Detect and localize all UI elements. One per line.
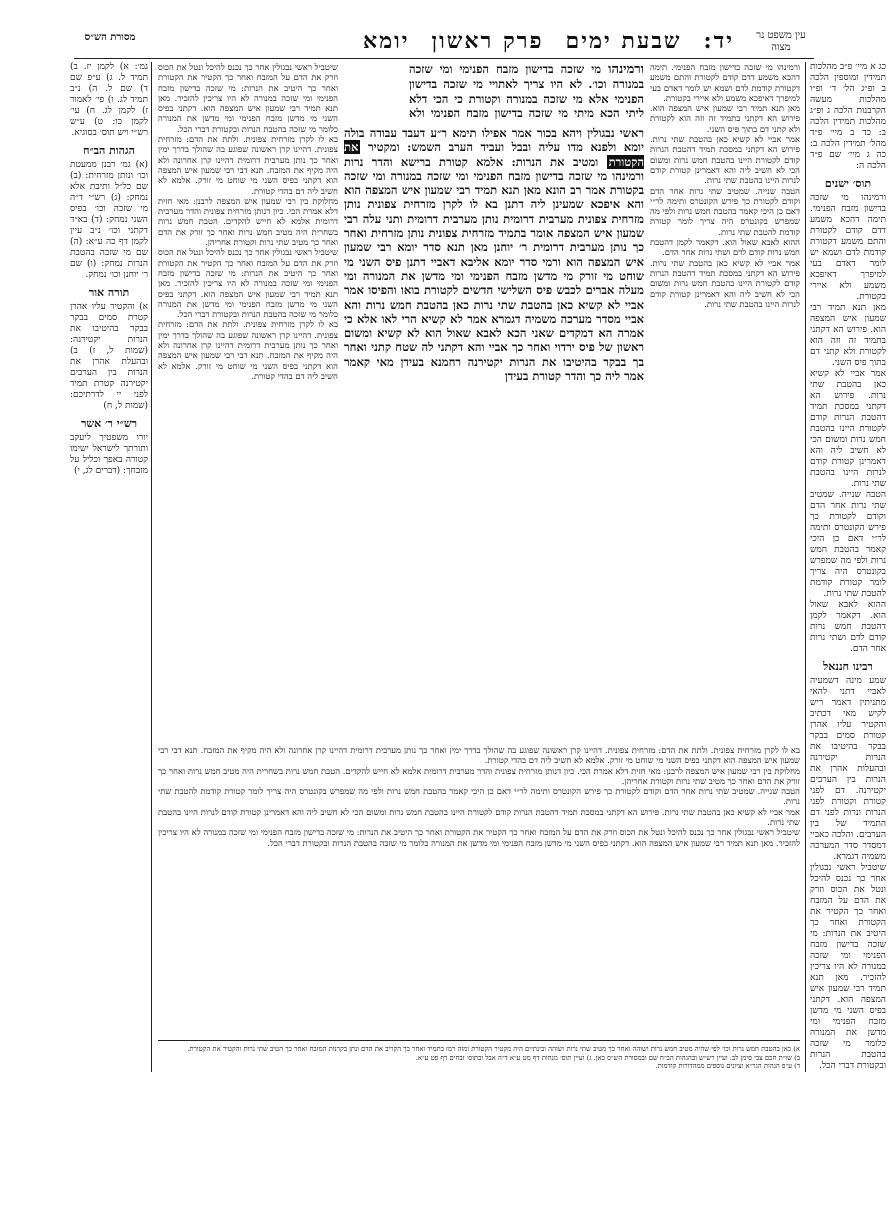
running-title bbox=[341, 28, 734, 54]
gemara-main bbox=[344, 126, 644, 641]
torah-or-text: א) והקטיר עליו אהרן קטרת סמים בבקר בבקר בהיטיבו את הנרות יקטירנה: (שמות ל, ז) ב) ובהעלת אהרן את הנרות בין הערבים יקטירנה קטרת תמיד לפני יי לדרתיכם: (שמות ל, ח) bbox=[70, 302, 148, 411]
header-rule bbox=[74, 58, 814, 59]
right-margin-divider bbox=[805, 62, 806, 1072]
bottom-paragraph-2: מחלוקת בין רבי שמעון איש המצפה לרבנן: מאי חזית דלא אמרת הכי. כיון דנותן מזרחית צפונית והדר מערבית דרומית אלמא לא חייש להקדים. הטבת חמש נרות בשחרית היה מטיב חמש נרות ואחר כך זורק את הדם ואחר כך מטיב שתי נרות וקטורת אחריהן. bbox=[158, 765, 800, 786]
bottom-paragraph-1: בא לו לקרן מזרחית צפונית. ולתת את הדם: מזרחית צפונית. דהיינו קרן ראשונה שפוגע בה שהולך בדרך ימין ואחר כך נותן מערבית דרומית דהיינו קרן אחרונה ולא היה מקיף את המזבח. תנא דבי רבי שמעון איש המצפה הוא דקתני בפיס השני מי שוחט מי זורק. אלמא לא חשיב ליה דם בהדי קטורת. bbox=[158, 745, 800, 766]
right-margin-column bbox=[810, 62, 886, 1072]
gemara-text-2: ראשי נבגולין ויהא בכור אמר אפילו תימא ר״ע דעבד עבודה בולה יומא ולפנא מדו עליה ובבל ועביד הערב השמש: ומקטיר bbox=[344, 126, 644, 155]
gemara-text-3: ומטיב את הנרות: אלמא קטורת ברישא והדר נרות ורמינהו מי שזכה בדישון מזבח הפנימי ומי שזכה במנורה ומי שזכה בקטורת אמר רב הונא מאן תנא תמיד רבי שמעון איש המצפה הוא והא איפכא שמעינן ליה דתנן בא לו לקרן מזרחית צפונית נותן מזרחית צפונית מערבית דרומית נותן מערבית דרומית ותני עלה רבי שמעון איש המצפה אומר בתמיד מזרחית צפונית נותן מזרחית ואחר כך נותן מערבית דרומית ר׳ יוחנן מאן תנא סדר יומא רבי שמעון איש המצפה הוא ורמי סדר יומא אליבא דאביי bbox=[344, 154, 644, 269]
gemara-highlight: את הקטורת bbox=[344, 140, 644, 169]
tosafot-paragraph-5: ההוא לאבא שאול הוא. דקאמר לקמן דהטבת חמש נרות קודם לדם ושתי נרות אחר הדם. bbox=[650, 237, 800, 258]
rabbeinu-chananel-title: רבינו חננאל bbox=[823, 660, 873, 673]
bottom-commentary bbox=[158, 745, 800, 1035]
rashi-column bbox=[158, 62, 338, 737]
page-header bbox=[0, 26, 894, 56]
tosafot-paragraph-6: אמר אביי לא קשיא כאן בהטבת שתי נרות. פירוש הא דקתני במסכת תמיד דהטבת הנרות קודם לקטורת היינו בהטבת חמש נרות ומשום הכי לא חשיב ליה והא דאמרינן קטורת קודם לנרות היינו בהטבת שתי נרות. bbox=[650, 257, 800, 309]
gemara-text-4: דתנן פיס השני מי שוחט מי זורק מי מדשן מזבח הפנימי ומי מדשן את המנורה ומי מעלה אברים לכבש פיס השלישי חדשים לקטורת בואו והפיסו אמר אביי לא קשיא כאן בהטבת שתי נרות כאן בהטבת חמש נרות bbox=[344, 254, 644, 312]
rabbeinu-chananel-text-repeat: שיטביל ראשי נבגולין אחר כך נכנס להיכל ונטל את הכוס וזרק את הדם על המזבח ואחר כך הקטיר את הקטורת ואחר כך היטיב את הנרות: מי שזכה בדישון מזבח הפנימי ומי שזכה במנורה לא היו צריכין להזכיר. מאן תנא תמיד רבי שמעון איש המצפה הוא. דקתני בפיס השני מי מדשן מזבח הפנימי ומי מדשן את המנורה כלומר מי שזכה בהטבת הנרות ובקטורת דברי הכל. bbox=[810, 863, 886, 1071]
gemara-top bbox=[409, 62, 644, 122]
tosafot-paragraph-4: הטבה שנייה. שמטיב שתי נרות אחר הדם וקודם לקטורת כך פירש הקונטרס ותימה לר״י דאם כן היכי קאמר בהטבת חמש נרות ולפי מה שמפרש בקונטרס היה צריך לומר קטורת קודמת להטבת שתי נרות. bbox=[650, 185, 800, 237]
tosafot-yeshanim-text-4: הטבה שנייה. שמטיב שתי נרות אחר הדם וקודם לקטורת כך פירש הקונטרס ותימה לר״י דאם כן היכי קאמר בהטבת חמש נרות ולפי מה שמפרש בקונטרס היה צריך לומר קטורת קודמת להטבת שתי נרות. bbox=[810, 490, 886, 599]
book-name: שבעת ימים bbox=[565, 28, 682, 54]
rashi-paragraph-4: שיטביל ראשי נבגולין אחר כך נכנס להיכל ונטל את הכוס וזרק את הדם על המזבח ואחר כך הקטיר את הקטורת ואחר כך היטיב את הנרות: מי שזכה בדישון מזבח הפנימי ומי שזכה במנורה לא היו צריכין להזכיר. מאן תנא תמיד רבי שמעון איש המצפה הוא. דקתני בפיס השני מי מדשן מזבח הפנימי ומי מדשן את המנורה כלומר מי שזכה בהטבת הנרות ובקטורת דברי הכל. bbox=[158, 247, 338, 320]
tosafot-yeshanim-text: ורמינהו מי שזכה בדישון מזבח הפנימי. תימה דהכא משמע דדם קודם לקטורת והתם משמע דקטורת קודמת לדם ושמא יש לומר דאדם בעי למיפרך דאיפכא משמע ולא איירי בקטורת. bbox=[810, 193, 886, 302]
footnotes bbox=[80, 1045, 800, 1125]
footnote-2: ב) שו״ת חכם צבי סימן לב. ועיין רש״ש ובהגהות הב״ח שם ובמסורת הש״ס כאן. ג) ועיין תוס׳ מנחות דף מט ע״א ד״ה אבל ובתוס׳ זבחים דף פט ע״א. bbox=[415, 1053, 800, 1062]
tosafot-paragraph-3: אמר אביי לא קשיא כאן בהטבת שתי נרות. פירוש הא דקתני במסכת תמיד דהטבת הנרות קודם לקטורת היינו בהטבת חמש נרות ומשום הכי לא חשיב ליה והא דאמרינן קטורת קודם לנרות היינו בהטבת שתי נרות. bbox=[650, 134, 800, 186]
left-margin-divider bbox=[151, 62, 152, 1072]
rabbeinu-chananel-text: שמע מינה דשמעיה לאביי דתני להאי מתניתין דאמר ריש לקיש מאי דכתיב והקטיר עליו אהרן קטורת סמים בבקר בבקר בהיטיבו את הנרות יקטירנה ובהעלות אהרן את הנרות בין הערבים יקטירנה. דם לפני קטורת וקטורת לפני הנרות ונרות לפני דם התמיד של בין הערבים. והלכה כאביי דמסדר סדר המערכה משמיה דגמרא. bbox=[810, 676, 886, 862]
tosafot-paragraph-2: מאן תנא תמיד רבי שמעון איש המצפה הוא. פירוש הא דקתני בתמיד זה וזה הוא לקטורת ולא קתני דם בתוך פיס השני. bbox=[650, 103, 800, 134]
tosafot-column bbox=[650, 62, 800, 737]
rashi-notes-text: יורו משפטיך ליעקב ותורתך לישראל ישימו קטורה באפך וכליל על מזבחך: (דברים לג, י) bbox=[70, 433, 148, 476]
torah-or-title: תורה אור bbox=[88, 286, 130, 299]
tosafot-yeshanim-text-5: ההוא לאבא שאול הוא. דקאמר לקמן דהטבת חמש נרות קודם לדם ושתי נרות אחר הדם. bbox=[810, 600, 886, 654]
chapter-name: פרק ראשון bbox=[431, 28, 544, 54]
tosafot-paragraph-1: ורמינהו מי שזכה בדישון מזבח הפנימי. תימה דהכא משמע דדם קודם לקטורת והתם משמע דקטורת קודמת לדם ושמא יש לומר דאדם בעי למיפרך דאיפכא משמע ולא איירי בקטורת. bbox=[650, 62, 800, 103]
hagahot-text: (א) גמ׳ רבנן ממעטת וכו׳ ונותן מזרחית: (ב) שם כל״ל ותיבת אלא נמחק: (ג) רש״י ד״ה מי שזכה וכו׳ בפיס השני נמחק: (ד) בא״ד דקתני וכו׳ נ״ב עיין לקמן דף כה ע״א: (ה) שם מי שזכה בהטבת הנרות נמחק: (ו) שם ר׳ יוחנן וכו׳ נמחק. bbox=[70, 160, 148, 280]
ein-mishpat-text: כג א מיי׳ פ״ב מהלכות תמידין ומוספין הלכה ב ופ״ג הל׳ ד׳ ופ״ו מהלכות מעשה הקרבנות הלכה ג ופ״ג מהלכות תמידין הלכה ב: כד ב מיי׳ פ״ד מהל׳ תמידין הלכה ב: כה ג מיי׳ שם פ״ד הלכה ה: bbox=[810, 62, 886, 171]
rashi-paragraph-5: בא לו לקרן מזרחית צפונית. ולתת את הדם: מזרחית צפונית. דהיינו קרן ראשונה שפוגע בה שהולך בדרך ימין ואחר כך נותן מערבית דרומית דהיינו קרן אחרונה ולא היה מקיף את המזבח. תנא דבי רבי שמעון איש המצפה הוא דקתני בפיס השני מי שוחט מי זורק. אלמא לא חשיב ליה דם בהדי קטורת. bbox=[158, 319, 338, 381]
bottom-paragraph-5: שיטביל ראשי נבגולין אחר כך נכנס להיכל ונטל את הכוס וזרק את הדם על המזבח ואחר כך הקטיר את הקטורת ואחר כך היטיב את הנרות: מי שזכה בדישון מזבח הפנימי ומי שזכה במנורה לא היו צריכין להזכיר. מאן תנא תמיד רבי שמעון איש המצפה הוא. דקתני בפיס השני מי מדשן מזבח הפנימי ומי מדשן את המנורה כלומר מי שזכה בהטבת הנרות ובקטורת דברי הכל. bbox=[158, 827, 800, 848]
mesoret-header: מסורת הש״ס bbox=[84, 32, 136, 43]
rashi-paragraph-3: מחלוקת בין רבי שמעון איש המצפה לרבנן: מאי חזית דלא אמרת הכי. כיון דנותן מזרחית צפונית והדר מערבית דרומית אלמא לא חייש להקדים. הטבת חמש נרות בשחרית היה מטיב חמש נרות ואחר כך זורק את הדם ואחר כך מטיב שתי נרות וקטורת אחריהן. bbox=[158, 195, 338, 248]
gemara-text-6: קטורת בעידן bbox=[504, 369, 562, 384]
ein-mishpat-header: עין משפט נר מצוה bbox=[756, 30, 806, 53]
mesoret-text: גמ׳: א) לקמן יז. ב) תמיד ל. ג) ע״פ שם ד) שם ל. ה) נ״ב תמיד לג. ו) פי׳ לאמור ז) לקמן לג. ח) עי׳ לקמן כו: ט) ע״ש רש״י ויש תוס׳ בסוגיא. bbox=[70, 62, 148, 138]
footnote-3: ד) ע״פ הגהות הגר״א וציונים נוספים ממהדורות קודמות. bbox=[655, 1062, 800, 1070]
tosafot-yeshanim-text-3: אמר אביי לא קשיא כאן בהטבת שתי נרות. פירוש הא דקתני במסכת תמיד דהטבת הנרות קודם לקטורת היינו בהטבת חמש נרות ומשום הכי לא חשיב ליה והא דאמרינן קטורת קודם לנרות היינו בהטבת שתי נרות. bbox=[810, 369, 886, 489]
hagahot-title: הגהות הב״ח bbox=[83, 144, 135, 157]
page-number: יד: bbox=[703, 28, 734, 54]
gemara-text-1: מי שזכה בדישון מזבח הפנימי ומי שזכה במנורה וכו׳. לא היו צריך לאתויי מי שזכה בדישון הפנימי אלא מי שזכה במנורה וקטורת כי הכי דלא ליתי הכא מיתי מי שזכה בדישון מזבח הפנימי ולא bbox=[409, 62, 644, 120]
footnote-1: א) כאן בהטבת חמש נרות וכו׳ לפי שהיה מטיב חמש נרות ושוהה ואחר כך מטיב שתי נרות ושוהה ובינתיים היה מקטיר הקטורת ומזה רמז בתמיד ואחר כך הקריב את הדם ונתן בקרנות המזבח ואחר כך הטיב שתי נרות והקטיר את הקטורת. bbox=[187, 1045, 800, 1053]
bottom-paragraph-3: הטבה שנייה. שמטיב שתי נרות אחר הדם וקודם לקטורת כך פירש הקונטרס ותימה לר״י דאם כן היכי קאמר בהטבת חמש נרות ולפי מה שמפרש בקונטרס היה צריך לומר קטורת קודמת להטבת שתי נרות. bbox=[158, 786, 800, 807]
tosafot-yeshanim-title: תוס׳ ישנים bbox=[824, 177, 872, 190]
bottom-paragraph-4: אמר אביי לא קשיא כאן בהטבת שתי נרות. פירוש הא דקתני במסכת תמיד דהטבת הנרות קודם לקטורת היינו בהטבת חמש נרות ומשום הכי לא חשיב ליה והא דאמרינן קטורת קודם לנרות היינו בהטבת שתי נרות. bbox=[158, 806, 800, 828]
rashi-paragraph-2: בא לו לקרן מזרחית צפונית. ולתת את הדם: מזרחית צפונית. דהיינו קרן ראשונה שפוגע בה שהולך בדרך ימין ואחר כך נותן מערבית דרומית דהיינו קרן אחרונה ולא היה מקיף את המזבח. תנא דבי רבי שמעון איש המצפה הוא דקתני בפיס השני מי שוחט מי זורק. אלמא לא חשיב ליה דם בהדי קטורת. bbox=[158, 134, 338, 196]
gemara-text-5: והא אביי מסדר מערכה משמיה דגמרא אמר לא קשיא הרי לאו אלא כי אמרה הא דמקדים שאני הכא לאבא שאול הוא לא קשיא ומשום ראשון של פיס ירדוי ואחר כך אביי והא דקתני לה שטח קתני ואחר בך בבקר בהיטיבו את הנרות יקטירנה רחמנא בעידן מאי קאמר אמר ליה כך והדר bbox=[344, 297, 644, 384]
left-margin-column bbox=[70, 62, 148, 1072]
tosafot-yeshanim-text-2: מאן תנא תמיד רבי שמעון איש המצפה הוא. פירוש הא דקתני בתמיד זה וזה הוא לקטורת ולא קתני דם בתוך פיס השני. bbox=[810, 303, 886, 368]
rashi-paragraph-1: שיטביל ראשי נבגולין אחר כך נכנס להיכל ונטל את הכוס וזרק את הדם על המזבח ואחר כך הקטיר את הקטורת ואחר כך היטיב את הנרות: מי שזכה בדישון מזבח הפנימי ומי שזכה במנורה לא היו צריכין להזכיר. מאן תנא תמיד רבי שמעון איש המצפה הוא. דקתני בפיס השני מי מדשן מזבח הפנימי ומי מדשן את המנורה כלומר מי שזכה בהטבת הנרות ובקטורת דברי הכל. bbox=[158, 62, 338, 134]
tractate-name: יומא bbox=[362, 28, 410, 54]
rashi-notes-title: רש״י ר׳ אשר bbox=[80, 417, 138, 430]
gemara-lead-word: ורמינהו bbox=[608, 62, 644, 77]
footnote-rule bbox=[158, 1040, 800, 1041]
